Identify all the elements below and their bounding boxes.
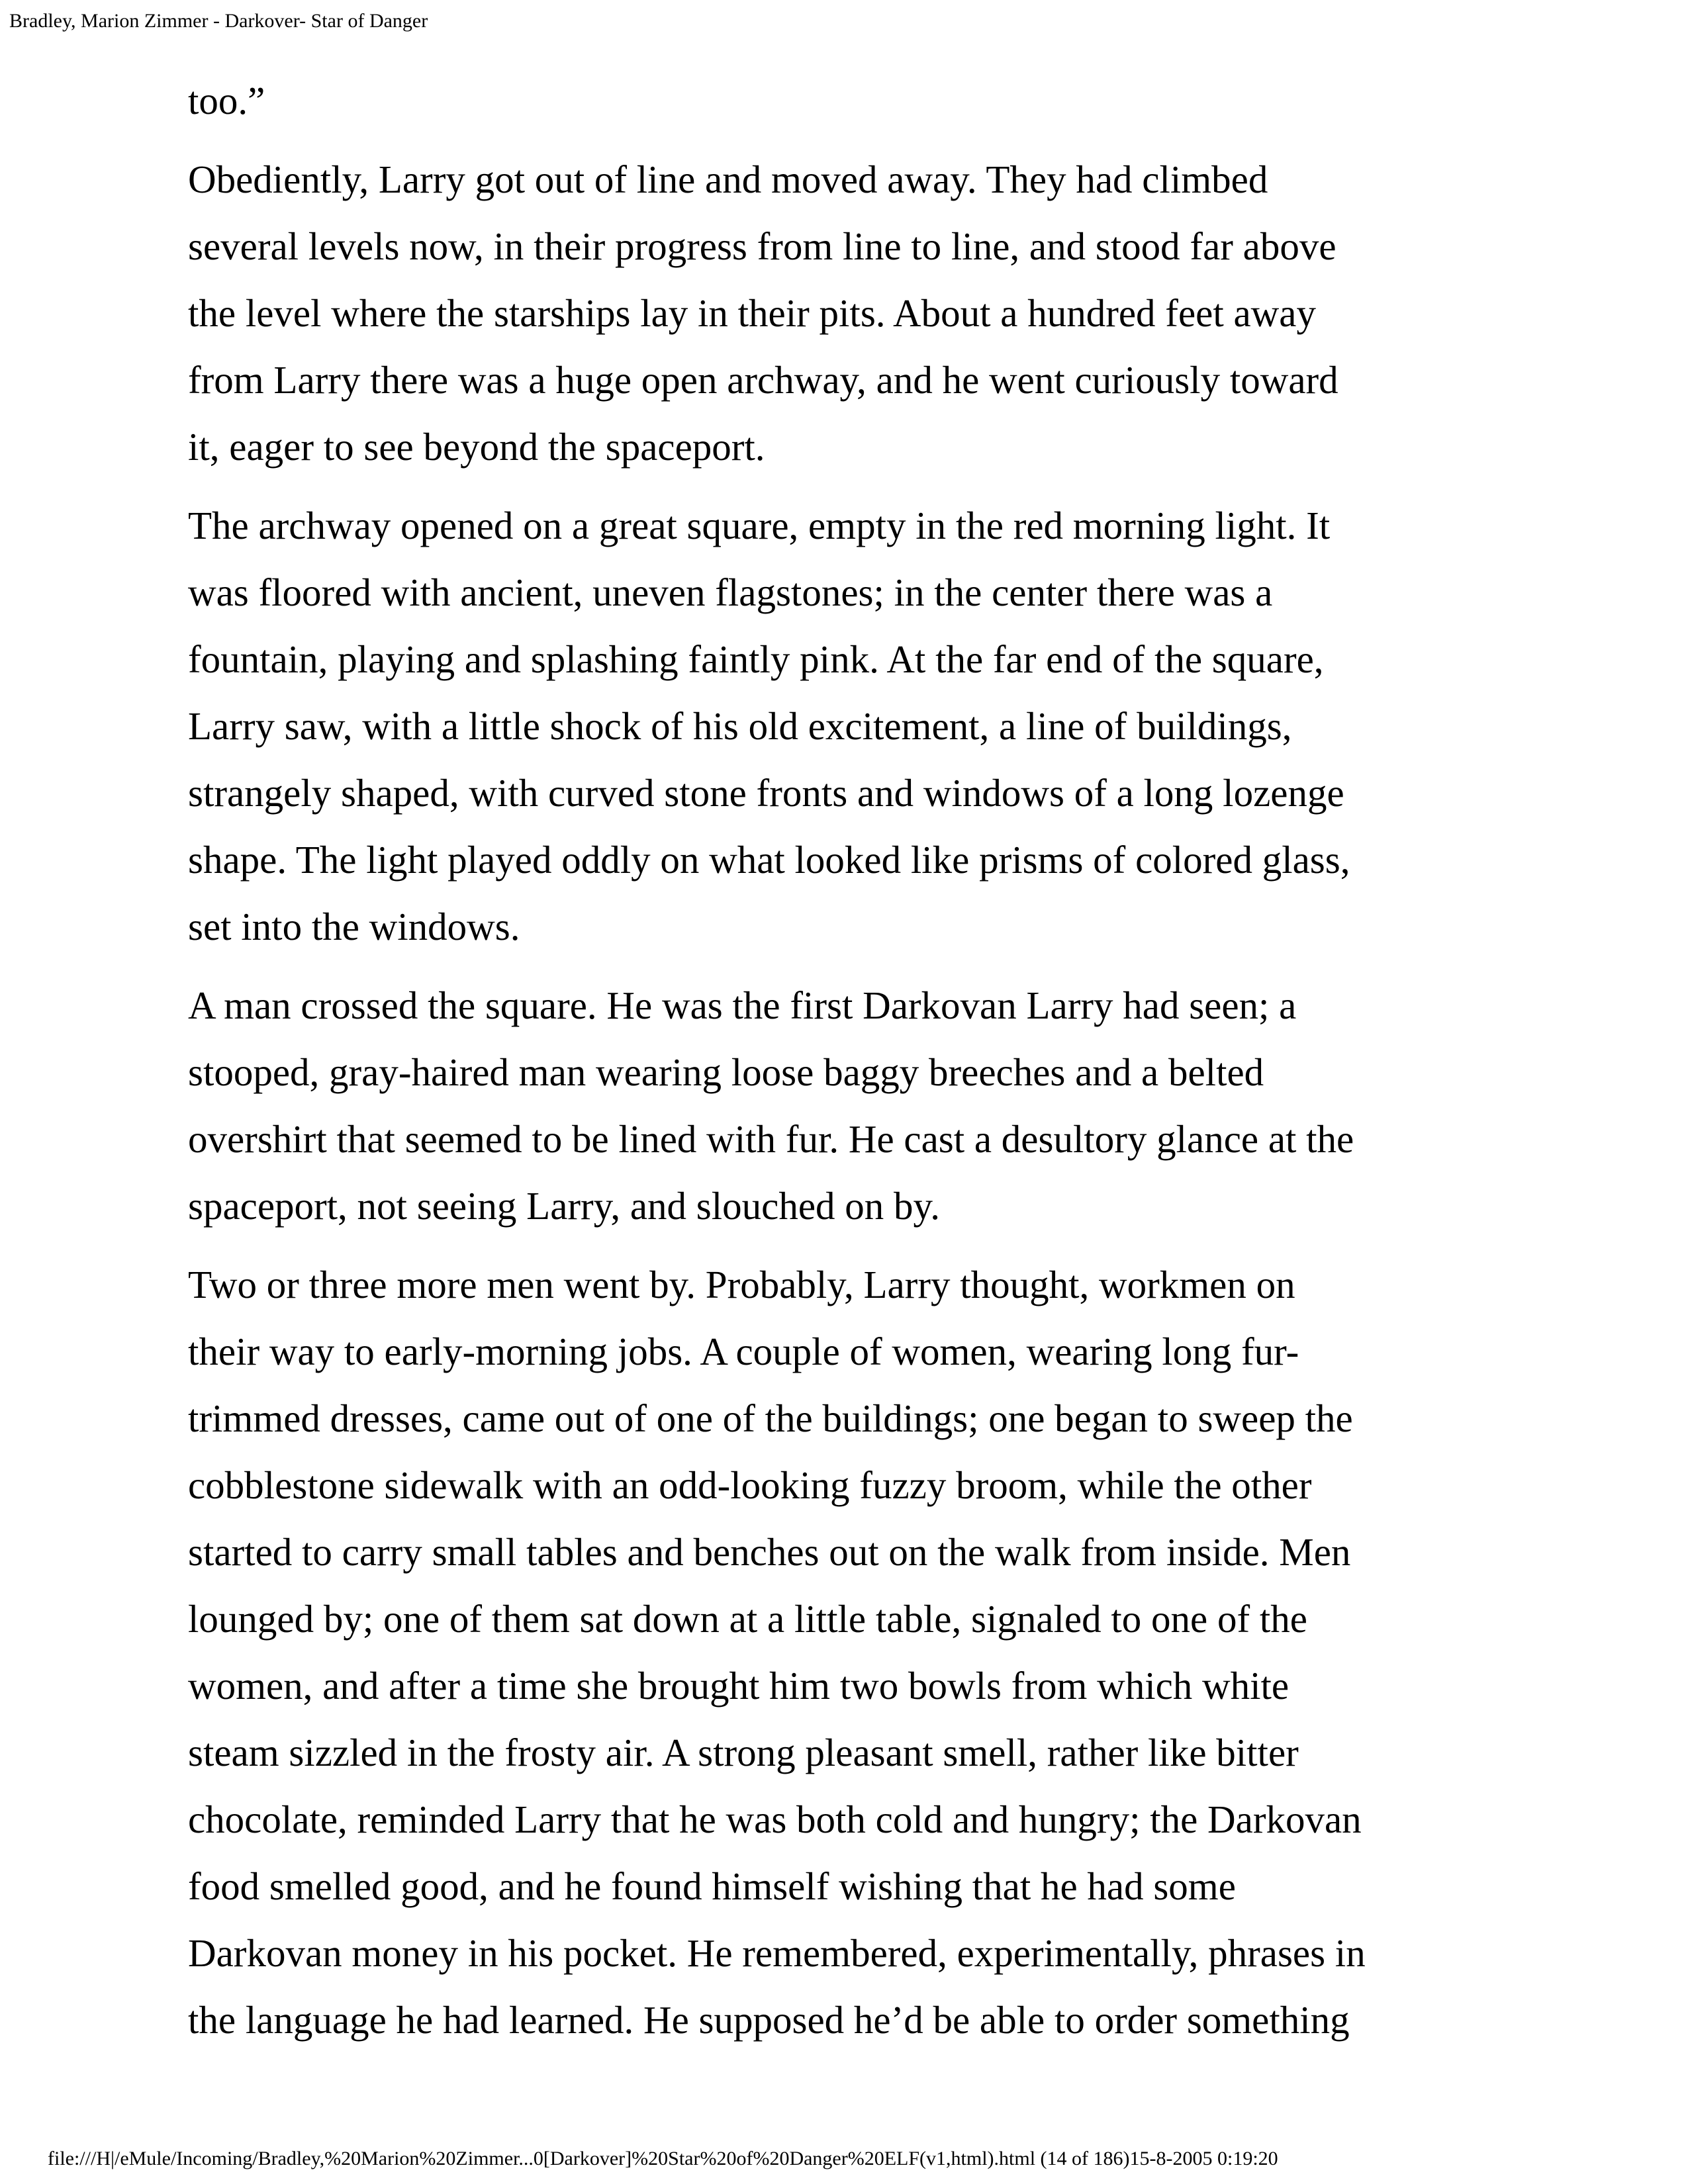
text-line: started to carry small tables and benches out on the walk from inside. Men — [188, 1530, 1351, 1574]
text-line: A man crossed the square. He was the first Darkovan Larry had seen; a — [188, 983, 1297, 1027]
text-line: fountain, playing and splashing faintly pink. At the far end of the square, — [188, 637, 1324, 681]
text-line: lounged by; one of them sat down at a little table, signaled to one of the — [188, 1597, 1307, 1641]
paragraph-5 — [188, 1251, 1505, 2054]
text-line: women, and after a time she brought him two bowls from which white — [188, 1664, 1289, 1707]
text-line: trimmed dresses, came out of one of the buildings; one began to sweep the — [188, 1396, 1353, 1440]
text-line: Larry saw, with a little shock of his old excitement, a line of buildings, — [188, 704, 1292, 748]
text-line: overshirt that seemed to be lined with fur. He cast a desultory glance at the — [188, 1117, 1354, 1161]
text-line: Darkovan money in his pocket. He remembered, experimentally, phrases in — [188, 1931, 1366, 1975]
text-line: spaceport, not seeing Larry, and slouched on by. — [188, 1184, 940, 1228]
text-line: their way to early-morning jobs. A couple of women, wearing long fur- — [188, 1330, 1299, 1373]
text-line: chocolate, reminded Larry that he was both cold and hungry; the Darkovan — [188, 1797, 1362, 1841]
page-footer: file:///H|/eMule/Incoming/Bradley,%20Marion%20Zimmer...0[Darkover]%20Star%20of%20Danger%20ELF(v1,html).html (14 of 186)15-8-2005 0:19:20 — [48, 2148, 1278, 2169]
text-line: too.” — [188, 79, 265, 122]
text-line: set into the windows. — [188, 905, 520, 948]
text-line: the level where the starships lay in their pits. About a hundred feet away — [188, 291, 1316, 335]
text-line: it, eager to see beyond the spaceport. — [188, 425, 765, 469]
paragraph-2 — [188, 146, 1505, 480]
paragraph-3 — [188, 492, 1505, 960]
text-line: from Larry there was a huge open archway, and he went curiously toward — [188, 358, 1338, 402]
text-line: The archway opened on a great square, empty in the red morning light. It — [188, 504, 1331, 547]
text-line: cobblestone sidewalk with an odd-looking fuzzy broom, while the other — [188, 1463, 1312, 1507]
text-line: several levels now, in their progress from line to line, and stood far above — [188, 224, 1336, 268]
text-line: Obediently, Larry got out of line and moved away. They had climbed — [188, 158, 1268, 201]
text-line: food smelled good, and he found himself wishing that he had some — [188, 1864, 1236, 1908]
text-line: stooped, gray-haired man wearing loose baggy breeches and a belted — [188, 1050, 1264, 1094]
text-line: steam sizzled in the frosty air. A strong pleasant smell, rather like bitter — [188, 1731, 1299, 1774]
text-line: was floored with ancient, uneven flagstones; in the center there was a — [188, 570, 1273, 614]
text-line: the language he had learned. He supposed he’d be able to order something — [188, 1998, 1350, 2042]
text-line: Two or three more men went by. Probably, Larry thought, workmen on — [188, 1263, 1295, 1306]
text-line: shape. The light played oddly on what looked like prisms of colored glass, — [188, 838, 1350, 882]
page-body — [188, 68, 1505, 2066]
text-line: strangely shaped, with curved stone fronts and windows of a long lozenge — [188, 771, 1344, 815]
page-header: Bradley, Marion Zimmer - Darkover- Star of Danger — [9, 10, 428, 32]
paragraph-1 — [188, 68, 1505, 134]
paragraph-4 — [188, 972, 1505, 1240]
